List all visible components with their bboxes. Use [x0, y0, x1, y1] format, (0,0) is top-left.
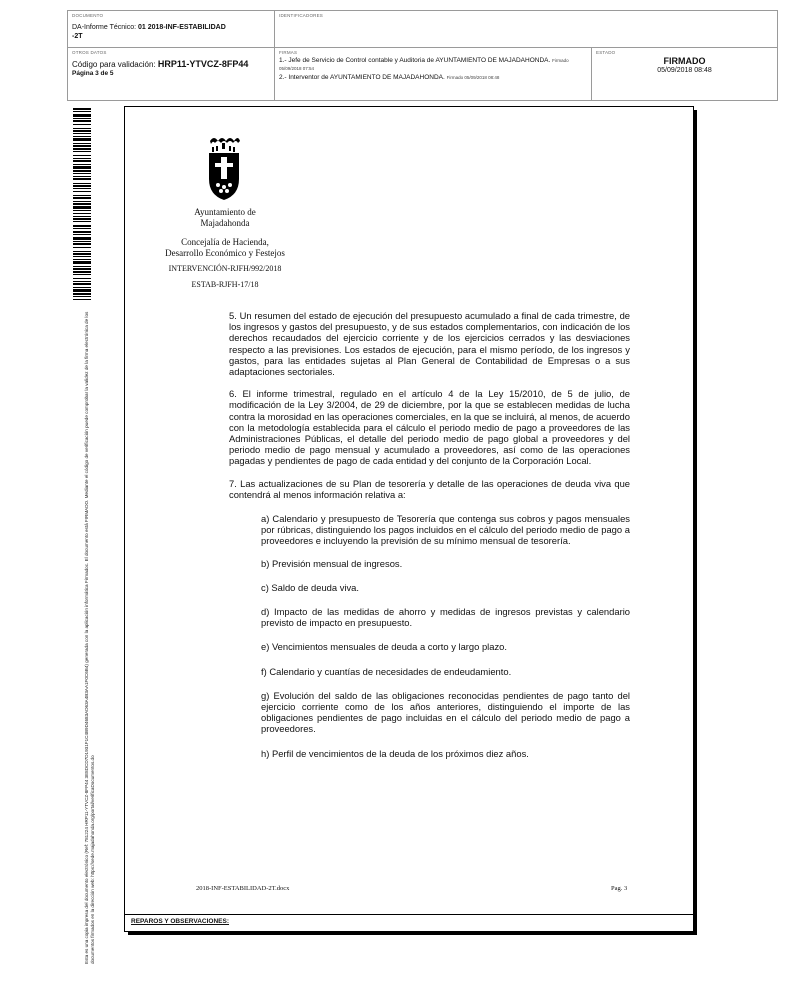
list-item-b: b) Previsión mensual de ingresos.	[261, 557, 403, 569]
status-date: 05/09/2018 08:48	[657, 67, 712, 74]
firmas-label: FIRMAS	[279, 50, 298, 55]
signature-1-text: 1.- Jefe de Servicio de Control contable y Auditoria de AYUNTAMIENTO DE MAJADAHONDA.	[279, 57, 551, 64]
frame-shadow-bottom	[128, 932, 697, 935]
document-title	[72, 23, 270, 41]
department-line2: Desarrollo Económico y Festejos	[165, 248, 285, 258]
list-item-g: g) Evolución del saldo de las obligaciones reconocidas pendientes de pago tanto del ejercicio corriente como de los años anteriores, distinguiendo el importe de las obligaciones pendientes de pago incluidas en el cálculo del periodo medio de pago a proveedores.	[261, 689, 630, 735]
document-title-suffix: -2T	[72, 33, 83, 40]
reparos-label: REPAROS Y OBSERVACIONES:	[131, 918, 230, 925]
list-item-h: h) Perfil de vencimientos de la deuda de los próximos diez años.	[261, 747, 529, 759]
otros-datos-label: OTROS DATOS	[72, 50, 107, 55]
department	[155, 237, 295, 259]
document-title-code: 01 2018-INF-ESTABILIDAD	[138, 24, 226, 31]
list-item-e: e) Vencimientos mensuales de deuda a corto y largo plazo.	[261, 641, 507, 653]
documento-cell	[68, 11, 275, 47]
barcode	[73, 108, 91, 300]
identificadores-label: IDENTIFICADORES	[279, 13, 324, 18]
signature-1-date: Firmado 05/09/2018 07:54	[279, 58, 569, 71]
org-name-line1: Ayuntamiento de	[194, 207, 256, 217]
list-item-a: a) Calendario y presupuesto de Tesorería que contenga sus cobros y pagos mensuales por rúbricas, distinguiendo los pagos incluidos en el cálculo del periodo medio de pago a proveedores e incluyendo la previsión de su mínimo mensual de tesorería.	[261, 513, 630, 547]
department-line1: Concejalía de Hacienda,	[181, 237, 269, 247]
frame-shadow-right	[694, 110, 697, 935]
validation-code-label: Código para validación:	[72, 60, 158, 69]
status-badge: FIRMADO	[663, 56, 706, 66]
paragraph-5: 5. Un resumen del estado de ejecución del presupuesto acumulado a final de cada trimestre, de los ingresos y gastos del presupuesto, y de sus estados complementarios, con indicación de los derechos recaudados del ejercicio corriente y de los ejercicios cerrados y las desviaciones respecto a las previsiones. Los estados de ejecución, para el mismo período, de los ingresos y gastos, para las entidades sujetas al Plan General de Contabilidad de Empresas o a sus adaptaciones sectoriales.	[229, 310, 630, 378]
reference-2: ESTAB-RJFH-17/18	[191, 280, 259, 289]
documento-label: DOCUMENTO	[72, 13, 104, 18]
footer-docname: 2018-INF-ESTABILIDAD-2T.docx	[196, 885, 290, 892]
reference-1: INTERVENCIÓN-RJFH/992/2018	[168, 264, 282, 273]
paragraph-6: 6. El informe trimestral, regulado en el artículo 4 de la Ley 15/2010, de 5 de julio, de modificación de la Ley 3/2004, de 29 de diciembre, por la que se establecen medidas de lucha contra la morosidad en las operaciones comerciales, en la que se incluirá, al menos, de acuerdo con la metodología establecida para el cálculo el periodo medio de pago a proveedores de las Administraciones Públicas, el detalle del periodo medio de pago global a proveedores y del periodo medio de pago mensual y acumulado a proveedores, así como de las operaciones pagadas y pendientes de pago de cada entidad y del conjunto de la Corporación Local.	[229, 388, 630, 467]
list-item-f: f) Calendario y cuantías de necesidades de endeudamiento.	[261, 665, 512, 677]
estado-cell	[592, 48, 777, 100]
page-count: Página 3 de 5	[72, 70, 114, 77]
validation-code	[72, 59, 270, 69]
signature-2	[279, 74, 587, 82]
document-title-prefix: DA-Informe Técnico:	[72, 24, 139, 31]
list-item-d: d) Impacto de las medidas de ahorro y medidas de ingresos previstas y calendario previsto de impacto en presupuesto.	[261, 606, 630, 629]
document-body	[229, 310, 630, 770]
org-name-line2: Majadahonda	[200, 218, 250, 228]
paragraph-7: 7. Las actualizaciones de su Plan de tesorería y detalle de las operaciones de deuda viva que contendrá al menos información relativa a:	[229, 477, 630, 500]
firmas-cell	[275, 48, 592, 100]
estado-label: ESTADO	[596, 50, 616, 55]
validation-code-value: HRP11-YTVCZ-8FP44	[157, 59, 249, 69]
verification-side-text: Esta es una copia impresa del documento electrónico (Ref: 781224 HRP11-YTVCZ-8FP44 3E8DCD7D1931F1C4B9D4683AD63A4B3AA1F0C6B4) generada con la aplicación informática Firmadoc. El documento está FIRMADO. Mediante el código de verificación puede comprobar la validez de la firma electrónica de los documentos firmados en la dirección web: https://sede.majadahonda.org/portal/verificaDocumentos.do	[84, 311, 95, 964]
coat-of-arms-logo	[202, 135, 246, 201]
otros-datos-cell	[68, 48, 275, 100]
identificadores-cell	[275, 11, 777, 47]
signature-1	[279, 57, 587, 72]
barcode-bar	[73, 299, 91, 300]
list-item-c: c) Saldo de deuda viva.	[261, 581, 359, 593]
signature-2-text: 2.- Interventor de AYUNTAMIENTO DE MAJADAHONDA.	[279, 74, 445, 81]
reparos-divider	[124, 914, 694, 915]
footer-page-number: Pag. 3	[611, 885, 628, 892]
org-name	[155, 207, 295, 229]
signature-2-date: Firmado 05/09/2018 08:48	[446, 75, 500, 80]
signature-header	[67, 10, 778, 101]
